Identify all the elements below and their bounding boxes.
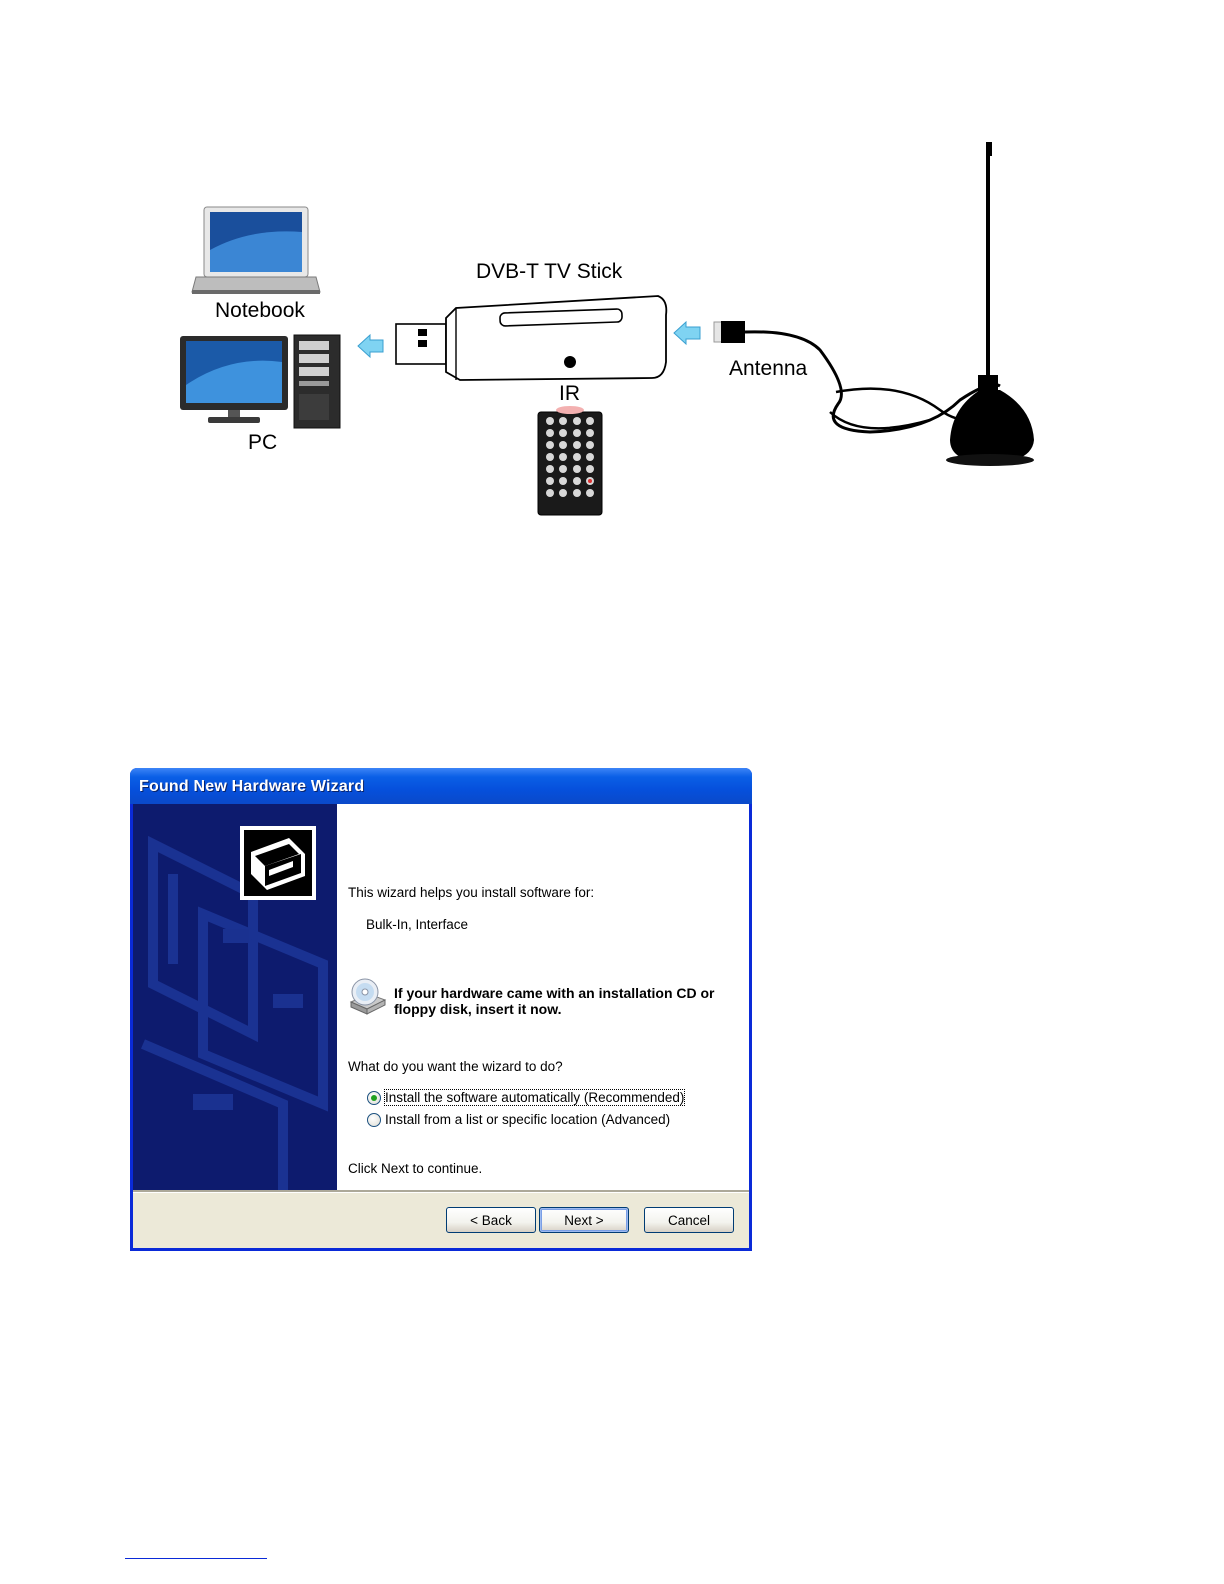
found-new-hardware-wizard bbox=[130, 768, 752, 1251]
arrow-left-icon bbox=[674, 322, 700, 344]
antenna-icon bbox=[714, 142, 1034, 466]
cancel-button[interactable]: Cancel bbox=[644, 1207, 734, 1233]
intro-text: This wizard helps you install software for: bbox=[348, 885, 595, 900]
wizard-side-panel bbox=[133, 804, 337, 1190]
question-text: What do you want the wizard to do? bbox=[348, 1059, 563, 1074]
next-button[interactable]: Next > bbox=[539, 1207, 629, 1233]
notebook-label: Notebook bbox=[215, 299, 305, 322]
button-separator bbox=[133, 1190, 749, 1193]
hardware-icon bbox=[240, 826, 316, 900]
window-title: Found New Hardware Wizard bbox=[139, 778, 365, 795]
connection-diagram bbox=[0, 0, 1224, 540]
back-button[interactable]: < Back bbox=[446, 1207, 536, 1233]
manual-install-radio[interactable] bbox=[367, 1113, 381, 1127]
usb-stick-icon bbox=[396, 296, 666, 380]
wizard-watermark-graphic bbox=[133, 804, 337, 1190]
window-titlebar[interactable] bbox=[130, 768, 752, 804]
arrow-left-icon bbox=[358, 335, 383, 357]
remote-control-icon bbox=[538, 406, 602, 515]
device-name: Bulk-In, Interface bbox=[366, 917, 469, 932]
pc-monitor-icon bbox=[180, 336, 288, 423]
auto-install-option-label[interactable]: Install the software automatically (Recommended) bbox=[385, 1090, 685, 1105]
radio-selected-dot bbox=[371, 1095, 377, 1101]
manual-install-option-label[interactable]: Install from a list or specific location (Advanced) bbox=[385, 1112, 671, 1127]
stick-label: DVB-T TV Stick bbox=[476, 260, 623, 283]
footnote-separator bbox=[125, 1558, 267, 1559]
cd-notice-text: If your hardware came with an installation CD or floppy disk, insert it now. bbox=[394, 985, 715, 1017]
pc-tower-icon bbox=[294, 335, 340, 428]
antenna-label: Antenna bbox=[729, 357, 808, 380]
cd-drive-icon bbox=[347, 976, 387, 1016]
wizard-client-area bbox=[133, 804, 749, 1248]
wizard-content bbox=[337, 804, 749, 1190]
pc-label: PC bbox=[248, 431, 278, 454]
notebook-icon bbox=[192, 207, 320, 294]
continue-text: Click Next to continue. bbox=[348, 1161, 483, 1176]
ir-label: IR bbox=[559, 382, 580, 405]
auto-install-radio[interactable] bbox=[367, 1091, 381, 1105]
